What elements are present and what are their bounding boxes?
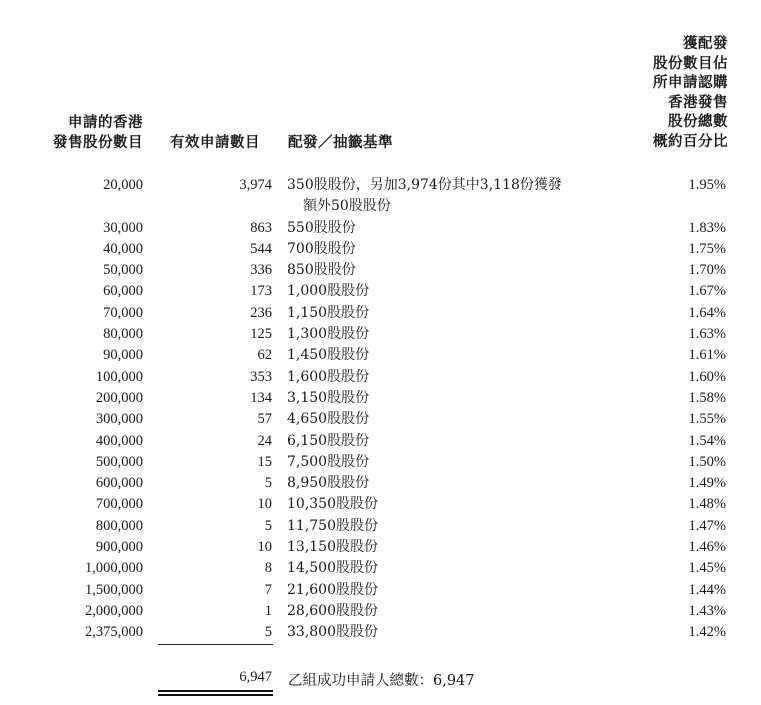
table-row (0, 516, 761, 537)
allotment-percentage-cell: 1.70% (688, 262, 726, 279)
allotment-basis-cell (287, 218, 617, 239)
shares-applied-cell: 2,000,000 (85, 602, 143, 619)
allotment-basis-cell (287, 175, 617, 218)
valid-applications-cell: 125 (250, 326, 272, 343)
valid-applications-cell: 336 (250, 262, 272, 279)
table-row (0, 239, 761, 260)
total-applications: 6,947 (239, 669, 272, 685)
header-allotment-percentage (653, 35, 728, 152)
table-row (0, 281, 761, 302)
allotment-basis-cell (287, 494, 617, 515)
allotment-percentage-cell: 1.50% (688, 453, 726, 470)
allotment-percentage-cell: 1.55% (688, 411, 726, 428)
allotment-basis-text: 1,150股股份 (287, 304, 370, 321)
shares-applied-cell: 1,500,000 (85, 581, 143, 598)
shares-applied-cell: 900,000 (95, 539, 143, 556)
allotment-basis-cell (287, 324, 617, 345)
shares-applied-cell: 50,000 (103, 262, 143, 279)
allotment-basis-cell (287, 473, 617, 494)
allotment-basis-cell (287, 431, 617, 452)
allotment-percentage-cell: 1.63% (688, 326, 726, 343)
shares-applied-cell: 40,000 (103, 240, 143, 257)
table-row (0, 622, 761, 643)
shares-applied-cell: 2,375,000 (85, 624, 143, 641)
allotment-basis-cell (287, 281, 617, 302)
valid-applications-cell: 134 (250, 389, 272, 406)
total-successful-applicants: 乙組成功申請人總數：6,947 (288, 673, 475, 689)
valid-applications-cell: 236 (250, 304, 272, 321)
allotment-basis-text: 8,950股股份 (287, 475, 370, 492)
valid-applications-cell: 5 (264, 517, 272, 534)
header-percentage-line: 概約百分比 (653, 133, 728, 150)
allotment-percentage-cell: 1.49% (688, 475, 726, 492)
valid-applications-cell: 863 (250, 219, 272, 236)
table-row (0, 601, 761, 622)
allotment-basis-cell (287, 558, 617, 579)
allotment-percentage-cell: 1.67% (688, 283, 726, 300)
allotment-percentage-cell: 1.83% (688, 219, 726, 236)
table-row (0, 580, 761, 601)
allotment-percentage-cell: 1.61% (688, 347, 726, 364)
table-row (0, 452, 761, 473)
header-valid-applications: 有效申請數目 (170, 135, 260, 151)
allotment-basis-text-line2: 額外50股股份 (303, 198, 391, 215)
shares-applied-cell: 800,000 (95, 517, 143, 534)
allotment-basis-cell (287, 516, 617, 537)
allotment-basis-cell (287, 303, 617, 324)
shares-applied-cell: 100,000 (95, 368, 143, 385)
shares-applied-cell: 700,000 (95, 496, 143, 513)
allotment-basis-text: 7,500股股份 (287, 453, 370, 470)
valid-applications-cell: 10 (257, 539, 272, 556)
valid-applications-cell: 353 (250, 368, 272, 385)
allotment-basis-cell (287, 622, 617, 643)
table-row (0, 409, 761, 430)
header-percentage-line: 股份數目佔 (653, 55, 728, 72)
allotment-basis-text: 1,000股股份 (287, 283, 370, 300)
allotment-basis-text: 1,300股股份 (287, 326, 370, 343)
allotment-percentage-cell: 1.60% (688, 368, 726, 385)
allotment-table (0, 175, 761, 644)
header-shares-applied (53, 114, 143, 153)
allotment-percentage-cell: 1.45% (688, 560, 726, 577)
shares-applied-cell: 1,000,000 (85, 560, 143, 577)
table-row (0, 303, 761, 324)
allotment-percentage-cell: 1.58% (688, 389, 726, 406)
table-row (0, 175, 761, 218)
table-row (0, 367, 761, 388)
table-row (0, 260, 761, 281)
allotment-basis-text: 14,500股股份 (287, 560, 378, 577)
allotment-percentage-cell: 1.64% (688, 304, 726, 321)
valid-applications-cell: 544 (250, 240, 272, 257)
allotment-basis-cell (287, 601, 617, 622)
header-percentage-line: 股份總數 (668, 114, 728, 130)
allotment-basis-text: 4,650股股份 (287, 411, 370, 428)
table-row (0, 345, 761, 366)
shares-applied-cell: 400,000 (95, 432, 143, 449)
shares-applied-cell: 20,000 (103, 177, 143, 193)
valid-applications-cell: 5 (264, 475, 272, 492)
header-percentage-line: 獲配發 (683, 36, 728, 52)
allotment-basis-text: 1,600股股份 (287, 368, 370, 385)
allotment-basis-cell (287, 239, 617, 260)
valid-applications-cell: 5 (264, 624, 272, 641)
header-shares-applied-line: 申請的香港 (68, 115, 143, 131)
allotment-basis-text: 21,600股股份 (287, 581, 378, 598)
allotment-basis-cell (287, 388, 617, 409)
allotment-percentage-cell: 1.47% (688, 517, 726, 534)
allotment-basis-text: 550股股份 (287, 219, 356, 236)
valid-applications-cell: 3,974 (239, 177, 272, 193)
allotment-percentage-cell: 1.95% (688, 177, 726, 193)
table-row (0, 494, 761, 515)
allotment-basis-cell (287, 537, 617, 558)
allotment-basis-text: 13,150股股份 (287, 539, 378, 556)
allotment-percentage-cell: 1.54% (688, 432, 726, 449)
allotment-percentage-cell: 1.46% (688, 539, 726, 556)
table-row (0, 537, 761, 558)
allotment-basis-cell (287, 345, 617, 366)
allotment-percentage-cell: 1.42% (688, 624, 726, 641)
allotment-basis-text: 11,750股股份 (287, 517, 378, 534)
allotment-basis-cell (287, 260, 617, 281)
header-percentage-line: 所申請認購 (653, 75, 728, 91)
header-percentage-line: 香港發售 (668, 94, 728, 111)
valid-applications-cell: 62 (257, 347, 272, 364)
allotment-percentage-cell: 1.43% (688, 602, 726, 619)
valid-applications-cell: 173 (250, 283, 272, 300)
table-row (0, 431, 761, 452)
shares-applied-cell: 70,000 (103, 304, 143, 321)
shares-applied-cell: 60,000 (103, 283, 143, 300)
total-rule-single (158, 644, 273, 645)
allotment-basis-cell (287, 367, 617, 388)
allotment-basis-text: 700股股份 (287, 240, 356, 257)
allotment-basis-cell (287, 452, 617, 473)
allotment-percentage-cell: 1.44% (688, 581, 726, 598)
shares-applied-cell: 80,000 (103, 326, 143, 343)
valid-applications-cell: 10 (257, 496, 272, 513)
header-shares-applied-line: 發售股份數目 (53, 134, 143, 151)
valid-applications-cell: 1 (264, 602, 272, 619)
allotment-basis-text: 6,150股股份 (287, 432, 370, 449)
valid-applications-cell: 15 (257, 453, 272, 470)
shares-applied-cell: 30,000 (103, 219, 143, 236)
valid-applications-cell: 8 (264, 560, 272, 577)
allotment-basis-text: 10,350股股份 (287, 496, 378, 513)
table-row (0, 324, 761, 345)
allotment-basis-cell (287, 580, 617, 601)
shares-applied-cell: 200,000 (95, 389, 143, 406)
shares-applied-cell: 90,000 (103, 347, 143, 364)
allotment-basis-text: 28,600股股份 (287, 602, 378, 619)
allotment-percentage-cell: 1.75% (688, 240, 726, 257)
valid-applications-cell: 57 (257, 411, 272, 428)
shares-applied-cell: 300,000 (95, 411, 143, 428)
valid-applications-cell: 7 (264, 581, 272, 598)
shares-applied-cell: 500,000 (95, 453, 143, 470)
allotment-basis-cell (287, 409, 617, 430)
allotment-basis-text: 350股股份，另加3,974份其中3,118份獲發 (287, 177, 562, 193)
allotment-percentage-cell: 1.48% (688, 496, 726, 513)
table-row (0, 558, 761, 579)
allotment-basis-text: 1,450股股份 (287, 347, 370, 364)
table-row (0, 473, 761, 494)
header-allotment-basis: 配發／抽籤基準 (288, 135, 393, 151)
table-row (0, 218, 761, 239)
allotment-basis-text: 33,800股股份 (287, 624, 378, 641)
total-rule-double (158, 690, 273, 696)
allotment-basis-text: 850股股份 (287, 262, 356, 279)
allotment-basis-text: 3,150股股份 (287, 389, 370, 406)
valid-applications-cell: 24 (257, 432, 272, 449)
table-row (0, 388, 761, 409)
shares-applied-cell: 600,000 (95, 475, 143, 492)
